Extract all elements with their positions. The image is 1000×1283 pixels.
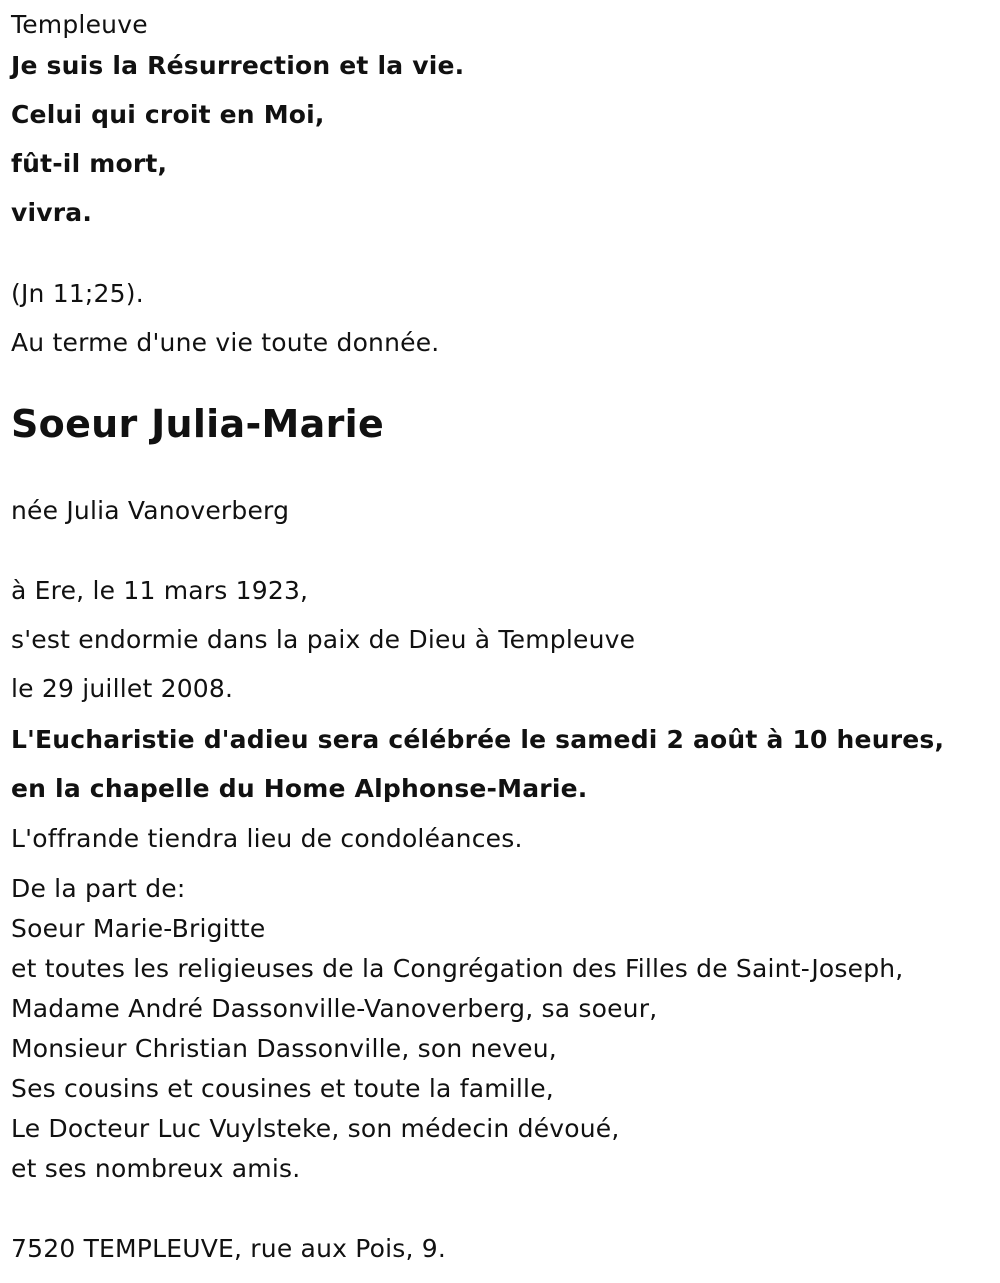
family-heading: De la part de: (11, 874, 186, 903)
offering-note: L'offrande tiendra lieu de condoléances. (11, 824, 523, 853)
intro-line: Au terme d'une vie toute donnée. (11, 328, 440, 357)
family-member: Monsieur Christian Dassonville, son neveu, (11, 1034, 557, 1063)
address: 7520 TEMPLEUVE, rue aux Pois, 9. (11, 1234, 447, 1263)
location-header: Templeuve (11, 10, 148, 39)
family-member: Soeur Marie-Brigitte (11, 914, 266, 943)
family-member: et toutes les religieuses de la Congrégation des Filles de Saint-Joseph, (11, 954, 904, 983)
scripture-line-4: vivra. (11, 198, 93, 227)
birth-details: à Ere, le 11 mars 1923, (11, 576, 309, 605)
scripture-line-1: Je suis la Résurrection et la vie. (11, 51, 465, 80)
family-member: et ses nombreux amis. (11, 1154, 301, 1183)
deceased-name: Soeur Julia-Marie (11, 402, 385, 446)
birth-name: née Julia Vanoverberg (11, 496, 290, 525)
ceremony-line-1: L'Eucharistie d'adieu sera célébrée le samedi 2 août à 10 heures, (11, 725, 945, 754)
family-member: Ses cousins et cousines et toute la famille, (11, 1074, 554, 1103)
death-details-line-1: s'est endormie dans la paix de Dieu à Templeuve (11, 625, 636, 654)
scripture-line-2: Celui qui croit en Moi, (11, 100, 325, 129)
ceremony-line-2: en la chapelle du Home Alphonse-Marie. (11, 774, 588, 803)
death-details-line-2: le 29 juillet 2008. (11, 674, 234, 703)
scripture-reference: (Jn 11;25). (11, 279, 144, 308)
family-member: Le Docteur Luc Vuylsteke, son médecin dévoué, (11, 1114, 620, 1143)
family-member: Madame André Dassonville-Vanoverberg, sa soeur, (11, 994, 658, 1023)
scripture-line-3: fût-il mort, (11, 149, 168, 178)
